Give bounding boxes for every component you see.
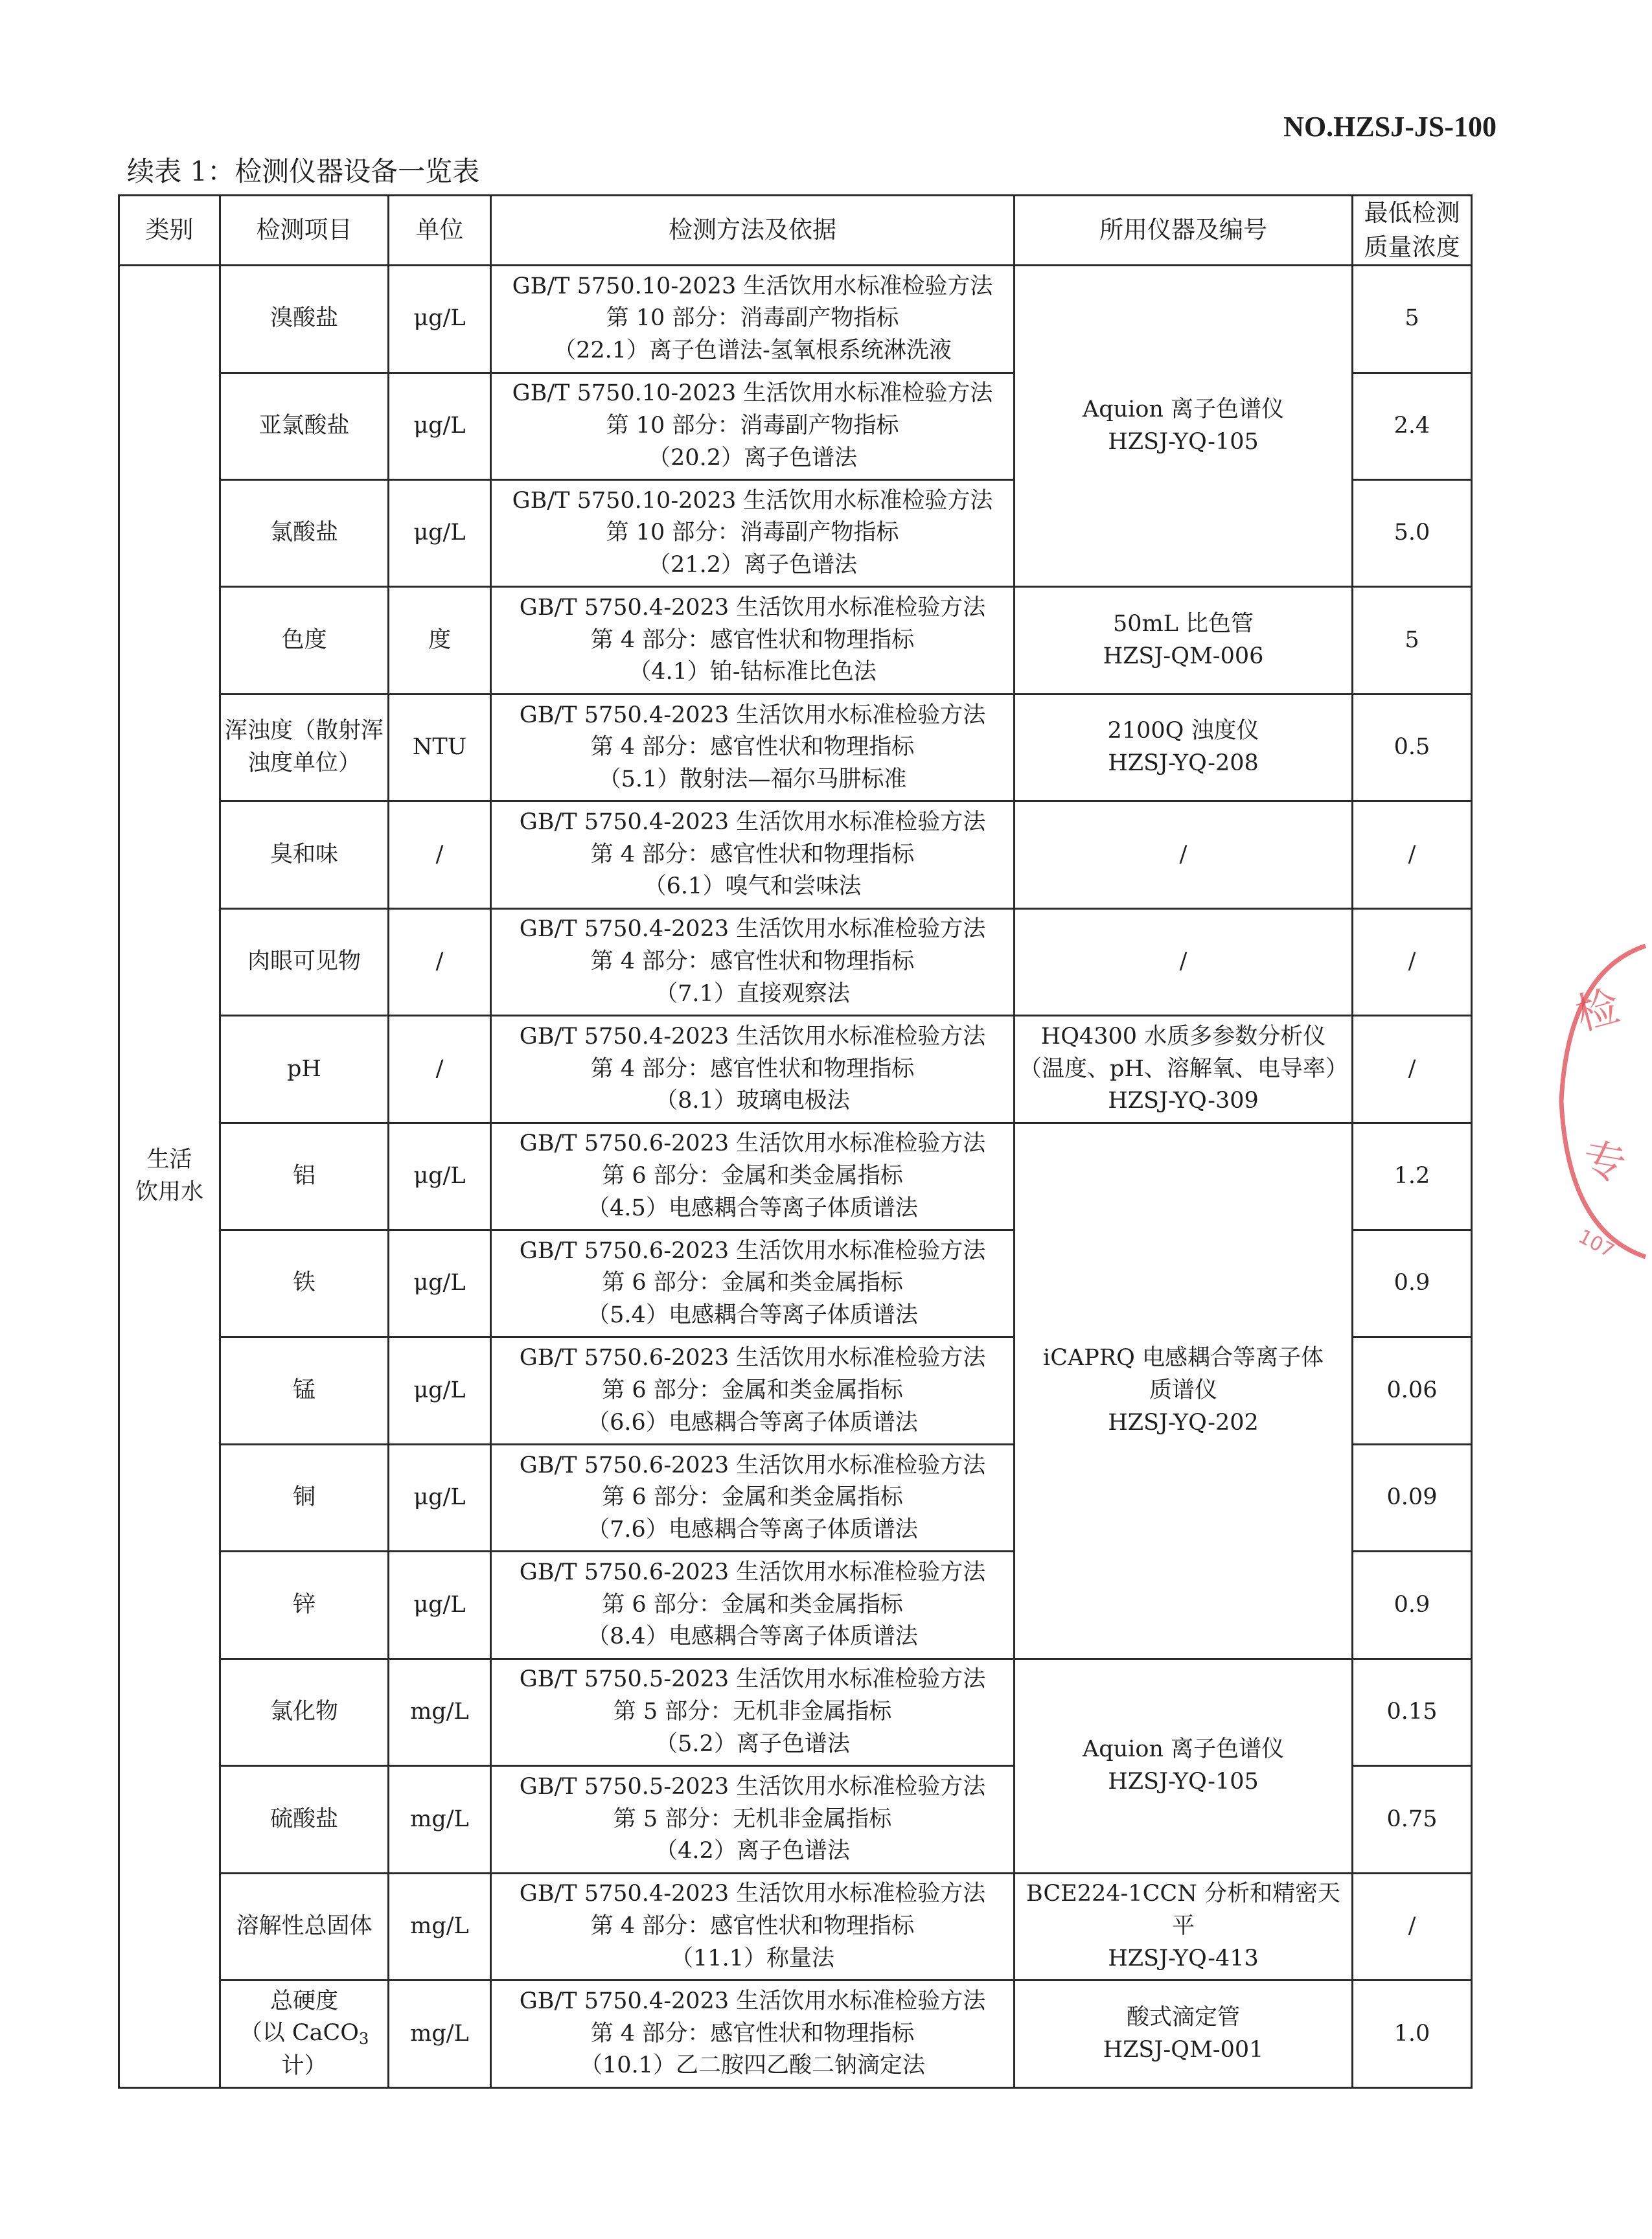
item-cell: 铁 bbox=[220, 1230, 389, 1337]
method-line: GB/T 5750.10-2023 生活饮用水标准检验方法 bbox=[512, 380, 993, 407]
instrument-line: HZSJ-YQ-105 bbox=[1108, 428, 1259, 455]
unit-cell: / bbox=[389, 1016, 491, 1123]
min-conc-cell: 5 bbox=[1353, 266, 1472, 373]
instrument-line: HQ4300 水质多参数分析仪 bbox=[1040, 1023, 1326, 1050]
method-line: GB/T 5750.10-2023 生活饮用水标准检验方法 bbox=[512, 487, 993, 514]
header-category: 类别 bbox=[119, 196, 220, 266]
method-line: GB/T 5750.6-2023 生活饮用水标准检验方法 bbox=[519, 1345, 986, 1372]
method-cell bbox=[491, 1873, 1015, 1980]
method-cell bbox=[491, 908, 1015, 1015]
instrument-line: iCAPRQ 电感耦合等离子体 bbox=[1043, 1345, 1324, 1372]
unit-cell: μg/L bbox=[389, 1444, 491, 1551]
method-line: （4.2）离子色谱法 bbox=[655, 1838, 850, 1865]
method-line: GB/T 5750.6-2023 生活饮用水标准检验方法 bbox=[519, 1452, 986, 1478]
instrument-cell: / bbox=[1015, 908, 1353, 1015]
item-cell: 氯酸盐 bbox=[220, 479, 389, 586]
method-line: GB/T 5750.4-2023 生活饮用水标准检验方法 bbox=[519, 1023, 986, 1050]
instrument-line: 2100Q 浊度仪 bbox=[1107, 718, 1259, 744]
item-cell: 溶解性总固体 bbox=[220, 1873, 389, 1980]
method-line: GB/T 5750.4-2023 生活饮用水标准检验方法 bbox=[519, 809, 986, 835]
instrument-cell bbox=[1015, 1016, 1353, 1123]
method-line: 第 5 部分：无机非金属指标 bbox=[613, 1806, 892, 1832]
method-line: （5.2）离子色谱法 bbox=[655, 1730, 850, 1757]
instrument-line: 酸式滴定管 bbox=[1126, 2004, 1240, 2030]
table-row bbox=[119, 908, 1472, 1015]
table-row bbox=[119, 801, 1472, 908]
unit-cell: mg/L bbox=[389, 1766, 491, 1873]
method-line: （4.1）铂-钴标准比色法 bbox=[628, 659, 877, 685]
method-line: （11.1）称量法 bbox=[671, 1945, 834, 1971]
instrument-cell: / bbox=[1015, 801, 1353, 908]
method-line: 第 4 部分：感官性状和物理指标 bbox=[590, 734, 915, 761]
method-line: GB/T 5750.6-2023 生活饮用水标准检验方法 bbox=[519, 1131, 986, 1157]
method-line: 第 6 部分：金属和类金属指标 bbox=[602, 1591, 903, 1618]
method-line: GB/T 5750.4-2023 生活饮用水标准检验方法 bbox=[519, 916, 986, 943]
method-line: 第 5 部分：无机非金属指标 bbox=[613, 1699, 892, 1725]
item-cell: 臭和味 bbox=[220, 801, 389, 908]
min-conc-cell: 0.06 bbox=[1353, 1337, 1472, 1444]
min-conc-cell: / bbox=[1353, 801, 1472, 908]
min-conc-cell: / bbox=[1353, 1016, 1472, 1123]
header-row bbox=[119, 196, 1472, 266]
method-line: （4.5）电感耦合等离子体质谱法 bbox=[587, 1195, 918, 1221]
method-line: 第 10 部分：消毒副产物指标 bbox=[606, 305, 899, 332]
method-cell bbox=[491, 1552, 1015, 1659]
method-line: GB/T 5750.4-2023 生活饮用水标准检验方法 bbox=[519, 595, 986, 621]
header-min-conc bbox=[1353, 196, 1472, 266]
instrument-cell bbox=[1015, 1659, 1353, 1873]
table-row bbox=[119, 1873, 1472, 1980]
min-conc-cell: 0.75 bbox=[1353, 1766, 1472, 1873]
method-line: GB/T 5750.4-2023 生活饮用水标准检验方法 bbox=[519, 1988, 986, 2014]
method-line: （22.1）离子色谱法-氢氧根系统淋洗液 bbox=[553, 338, 952, 364]
table-row bbox=[119, 1016, 1472, 1123]
item-line bbox=[225, 2017, 384, 2082]
instrument-line: （温度、pH、溶解氧、电导率） bbox=[1019, 1055, 1348, 1082]
instrument-cell bbox=[1015, 1981, 1353, 2088]
unit-cell: μg/L bbox=[389, 1123, 491, 1230]
method-cell bbox=[491, 801, 1015, 908]
item-cell: 硫酸盐 bbox=[220, 1766, 389, 1873]
method-line: GB/T 5750.6-2023 生活饮用水标准检验方法 bbox=[519, 1237, 986, 1264]
instrument-cell bbox=[1015, 587, 1353, 694]
instrument-cell bbox=[1015, 1123, 1353, 1659]
table-row bbox=[119, 1659, 1472, 1765]
instrument-line: HZSJ-YQ-202 bbox=[1108, 1409, 1259, 1436]
instrument-line: Aquion 离子色谱仪 bbox=[1082, 396, 1285, 423]
item-line-subscript: 3 bbox=[358, 2030, 369, 2049]
item-line-suffix: 计） bbox=[281, 2052, 327, 2079]
category-line1: 生活 bbox=[146, 1147, 192, 1173]
instrument-line: HZSJ-QM-006 bbox=[1103, 643, 1264, 669]
min-conc-cell: 2.4 bbox=[1353, 373, 1472, 479]
unit-cell: / bbox=[389, 908, 491, 1015]
min-conc-cell: 1.2 bbox=[1353, 1123, 1472, 1230]
unit-cell: 度 bbox=[389, 587, 491, 694]
min-conc-cell: 0.9 bbox=[1353, 1552, 1472, 1659]
unit-cell: mg/L bbox=[389, 1981, 491, 2088]
item-cell: pH bbox=[220, 1016, 389, 1123]
method-cell bbox=[491, 1016, 1015, 1123]
item-cell: 锌 bbox=[220, 1552, 389, 1659]
min-conc-cell: 5.0 bbox=[1353, 479, 1472, 586]
header-instrument: 所用仪器及编号 bbox=[1015, 196, 1353, 266]
method-line: 第 4 部分：感官性状和物理指标 bbox=[590, 2020, 915, 2047]
unit-cell: μg/L bbox=[389, 373, 491, 479]
svg-text:107: 107 bbox=[1574, 1225, 1618, 1263]
item-cell: 铝 bbox=[220, 1123, 389, 1230]
method-cell bbox=[491, 1981, 1015, 2088]
min-conc-cell: 0.15 bbox=[1353, 1659, 1472, 1765]
method-cell bbox=[491, 1230, 1015, 1337]
method-line: 第 6 部分：金属和类金属指标 bbox=[602, 1162, 903, 1189]
instrument-line: HZSJ-YQ-309 bbox=[1108, 1088, 1259, 1114]
unit-cell: μg/L bbox=[389, 1552, 491, 1659]
header-item: 检测项目 bbox=[220, 196, 389, 266]
method-line: （8.1）玻璃电极法 bbox=[655, 1088, 850, 1114]
method-line: 第 4 部分：感官性状和物理指标 bbox=[590, 841, 915, 867]
min-conc-cell: 0.9 bbox=[1353, 1230, 1472, 1337]
method-line: 第 10 部分：消毒副产物指标 bbox=[606, 520, 899, 546]
table-row bbox=[119, 694, 1472, 801]
instrument-line: 50mL 比色管 bbox=[1112, 610, 1254, 637]
item-cell: 亚氯酸盐 bbox=[220, 373, 389, 479]
method-line: （6.6）电感耦合等离子体质谱法 bbox=[587, 1409, 918, 1436]
method-cell bbox=[491, 1123, 1015, 1230]
instrument-line: BCE224-1CCN 分析和精密天平 bbox=[1026, 1881, 1340, 1939]
min-conc-cell: / bbox=[1353, 1873, 1472, 1980]
item-cell: 锰 bbox=[220, 1337, 389, 1444]
method-line: 第 6 部分：金属和类金属指标 bbox=[602, 1377, 903, 1403]
unit-cell: / bbox=[389, 801, 491, 908]
unit-cell: μg/L bbox=[389, 1337, 491, 1444]
item-cell bbox=[220, 694, 389, 801]
method-line: GB/T 5750.4-2023 生活饮用水标准检验方法 bbox=[519, 1881, 986, 1907]
method-line: 第 4 部分：感官性状和物理指标 bbox=[590, 626, 915, 653]
method-cell bbox=[491, 1766, 1015, 1873]
method-line: （21.2）离子色谱法 bbox=[648, 552, 857, 578]
method-cell bbox=[491, 479, 1015, 586]
method-line: （20.2）离子色谱法 bbox=[648, 444, 857, 471]
method-line: （5.4）电感耦合等离子体质谱法 bbox=[587, 1302, 918, 1329]
item-cell: 色度 bbox=[220, 587, 389, 694]
unit-cell: mg/L bbox=[389, 1659, 491, 1765]
min-conc-cell: 0.09 bbox=[1353, 1444, 1472, 1551]
instrument-line: Aquion 离子色谱仪 bbox=[1082, 1736, 1285, 1762]
min-conc-cell: 5 bbox=[1353, 587, 1472, 694]
instrument-cell bbox=[1015, 1873, 1353, 1980]
method-line: GB/T 5750.10-2023 生活饮用水标准检验方法 bbox=[512, 273, 993, 299]
min-conc-cell: / bbox=[1353, 908, 1472, 1015]
unit-cell: μg/L bbox=[389, 266, 491, 373]
method-line: （6.1）嗅气和尝味法 bbox=[643, 873, 862, 900]
instrument-line: HZSJ-YQ-105 bbox=[1108, 1768, 1259, 1795]
item-cell bbox=[220, 1981, 389, 2088]
min-conc-cell: 1.0 bbox=[1353, 1981, 1472, 2088]
table-row bbox=[119, 266, 1472, 373]
instrument-line: HZSJ-QM-001 bbox=[1103, 2036, 1264, 2063]
header-method: 检测方法及依据 bbox=[491, 196, 1015, 266]
table-row bbox=[119, 1123, 1472, 1230]
method-cell bbox=[491, 1659, 1015, 1765]
instrument-cell bbox=[1015, 266, 1353, 587]
header-min-conc-line1: 最低检测 bbox=[1364, 199, 1460, 227]
min-conc-cell: 0.5 bbox=[1353, 694, 1472, 801]
document-number: NO.HZSJ-JS-100 bbox=[1283, 111, 1497, 143]
unit-cell: μg/L bbox=[389, 1230, 491, 1337]
unit-cell: NTU bbox=[389, 694, 491, 801]
method-line: GB/T 5750.6-2023 生活饮用水标准检验方法 bbox=[519, 1559, 986, 1585]
instrument-table bbox=[118, 194, 1473, 2089]
method-line: GB/T 5750.5-2023 生活饮用水标准检验方法 bbox=[519, 1773, 986, 1800]
method-line: GB/T 5750.4-2023 生活饮用水标准检验方法 bbox=[519, 702, 986, 728]
method-line: 第 4 部分：感官性状和物理指标 bbox=[590, 948, 915, 975]
table-title: 续表 1：检测仪器设备一览表 bbox=[127, 155, 480, 187]
item-cell: 氯化物 bbox=[220, 1659, 389, 1765]
header-min-conc-line2: 质量浓度 bbox=[1364, 233, 1460, 261]
method-line: （10.1）乙二胺四乙酸二钠滴定法 bbox=[580, 2052, 925, 2079]
method-cell bbox=[491, 587, 1015, 694]
item-line: 浊度单位） bbox=[247, 750, 361, 777]
unit-cell: μg/L bbox=[389, 479, 491, 586]
method-line: （5.1）散射法—福尔马肼标准 bbox=[598, 766, 907, 792]
svg-text:专: 专 bbox=[1579, 1133, 1630, 1191]
instrument-line: HZSJ-YQ-208 bbox=[1108, 750, 1259, 777]
method-cell bbox=[491, 694, 1015, 801]
method-line: GB/T 5750.5-2023 生活饮用水标准检验方法 bbox=[519, 1666, 986, 1693]
method-line: （7.1）直接观察法 bbox=[655, 980, 850, 1007]
seal-stamp bbox=[1542, 933, 1652, 1270]
method-cell bbox=[491, 1444, 1015, 1551]
method-line: 第 10 部分：消毒副产物指标 bbox=[606, 412, 899, 439]
instrument-cell bbox=[1015, 694, 1353, 801]
item-cell: 溴酸盐 bbox=[220, 266, 389, 373]
method-cell bbox=[491, 373, 1015, 479]
unit-cell: mg/L bbox=[389, 1873, 491, 1980]
item-line: 浑浊度（散射浑 bbox=[225, 718, 384, 744]
method-line: 第 4 部分：感官性状和物理指标 bbox=[590, 1913, 915, 1939]
svg-text:检: 检 bbox=[1570, 980, 1625, 1040]
item-cell: 铜 bbox=[220, 1444, 389, 1551]
method-line: （8.4）电感耦合等离子体质谱法 bbox=[587, 1624, 918, 1650]
category-line2: 饮用水 bbox=[135, 1179, 203, 1206]
method-cell bbox=[491, 1337, 1015, 1444]
method-line: （7.6）电感耦合等离子体质谱法 bbox=[587, 1516, 918, 1543]
method-line: 第 6 部分：金属和类金属指标 bbox=[602, 1270, 903, 1296]
method-line: 第 6 部分：金属和类金属指标 bbox=[602, 1484, 903, 1511]
header-unit: 单位 bbox=[389, 196, 491, 266]
item-line-prefix: （以 CaCO bbox=[239, 2020, 359, 2047]
method-line: 第 4 部分：感官性状和物理指标 bbox=[590, 1055, 915, 1082]
item-line: 总硬度 bbox=[270, 1988, 338, 2014]
table-row bbox=[119, 587, 1472, 694]
category-cell bbox=[119, 266, 220, 2088]
item-cell: 肉眼可见物 bbox=[220, 908, 389, 1015]
method-cell bbox=[491, 266, 1015, 373]
instrument-line: 质谱仪 bbox=[1149, 1377, 1217, 1403]
table-row bbox=[119, 1981, 1472, 2088]
instrument-line: HZSJ-YQ-413 bbox=[1108, 1945, 1259, 1971]
